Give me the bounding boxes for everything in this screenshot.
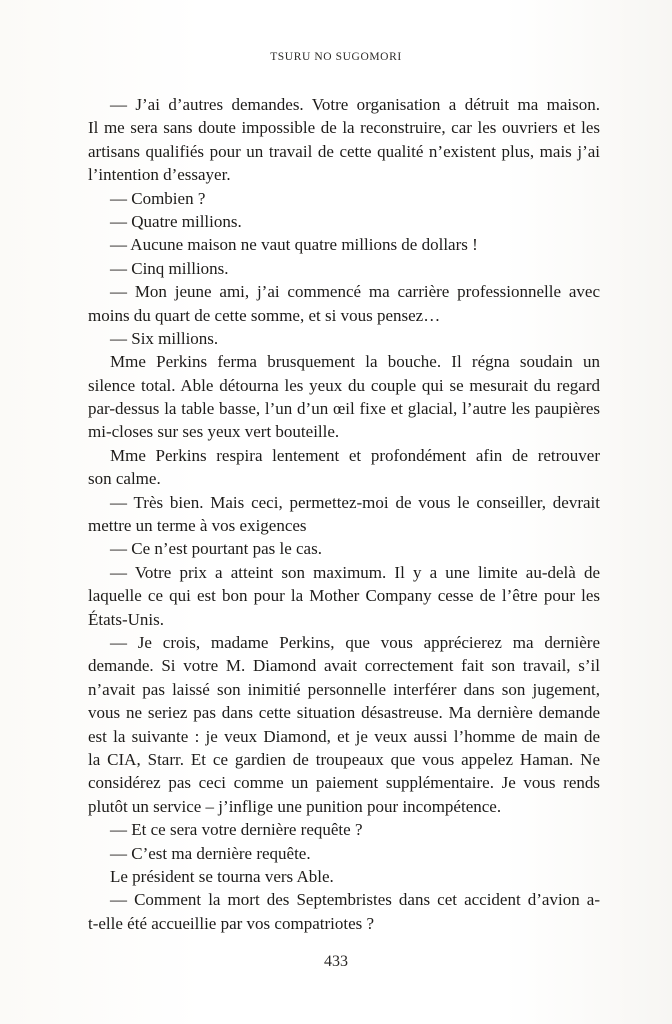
- text-line: la CIA, Starr. Et ce gardien de troupeaux que vous appelez Haman. Ne: [88, 749, 600, 769]
- text-line: — Cinq millions.: [110, 258, 229, 278]
- text-line: est la suivante : je veux Diamond, et je veux aussi l’homme de main de: [88, 726, 600, 746]
- text-line: considérez pas ceci comme un paiement supplémentaire. Je vous rends: [88, 773, 600, 793]
- text-line: laquelle ce qui est bon pour la Mother Company cesse de l’être pour les: [88, 586, 600, 606]
- text-line: t-elle été accueillie par vos compatriotes ?: [88, 913, 375, 933]
- text-line: — Comment la mort des Septembristes dans cet accident d’avion a-: [110, 890, 600, 910]
- text-line: — J’ai d’autres demandes. Votre organisation a détruit ma maison.: [110, 95, 600, 114]
- text-line: Mme Perkins respira lentement et profondément afin de retrouver: [110, 445, 600, 465]
- text-line: mi-closes sur ses yeux vert bouteille.: [88, 422, 340, 442]
- text-line: plutôt un service – j’inflige une punition pour incompétence.: [88, 796, 502, 816]
- page-number: 433: [324, 953, 348, 970]
- text-line: par-dessus la table basse, l’un d’un œil fixe et glacial, l’autre les paupières: [88, 399, 600, 419]
- text-line: mettre un terme à vos exigences: [88, 516, 307, 536]
- text-line: — Combien ?: [110, 188, 206, 208]
- text-line: États-Unis.: [88, 609, 165, 629]
- text-line: son calme.: [88, 469, 161, 489]
- text-line: — Six millions.: [110, 328, 219, 348]
- text-line: — Et ce sera votre dernière requête ?: [110, 820, 363, 840]
- body-text: [88, 93, 600, 935]
- text-line: — Votre prix a atteint son maximum. Il y a une limite au-delà de: [110, 562, 600, 582]
- text-line: — Ce n’est pourtant pas le cas.: [110, 539, 322, 559]
- text-line: — Mon jeune ami, j’ai commencé ma carrière professionnelle avec: [110, 282, 600, 302]
- running-head: TSURU NO SUGOMORI: [270, 51, 402, 63]
- text-line: Mme Perkins ferma brusquement la bouche. Il régna soudain un: [110, 352, 600, 372]
- text-line: silence total. Able détourna les yeux du couple qui se mesurait du regard: [88, 375, 600, 395]
- text-line: — Aucune maison ne vaut quatre millions de dollars !: [110, 235, 478, 255]
- text-line: — Quatre millions.: [110, 211, 242, 231]
- text-line: moins du quart de cette somme, et si vous pensez…: [88, 305, 441, 325]
- text-line: demande. Si votre M. Diamond avait correctement fait son travail, s’il: [88, 656, 600, 676]
- text-line: Il me sera sans doute impossible de la reconstruire, car les ouvriers et les: [88, 118, 600, 138]
- text-line: — C’est ma dernière requête.: [110, 843, 311, 863]
- text-line: vous ne seriez pas dans cette situation désastreuse. Ma dernière demande: [88, 703, 600, 723]
- text-line: n’avait pas laissé son inimitié personnelle interférer dans son jugement,: [88, 679, 600, 699]
- text-line: — Très bien. Mais ceci, permettez-moi de vous le conseiller, devrait: [110, 492, 600, 512]
- text-line: Le président se tourna vers Able.: [110, 866, 334, 886]
- text-line: — Je crois, madame Perkins, que vous apprécierez ma dernière: [110, 632, 600, 652]
- text-line: l’intention d’essayer.: [88, 165, 231, 185]
- text-line: artisans qualifiés pour un travail de cette qualité n’existent plus, mais j’ai: [88, 141, 600, 161]
